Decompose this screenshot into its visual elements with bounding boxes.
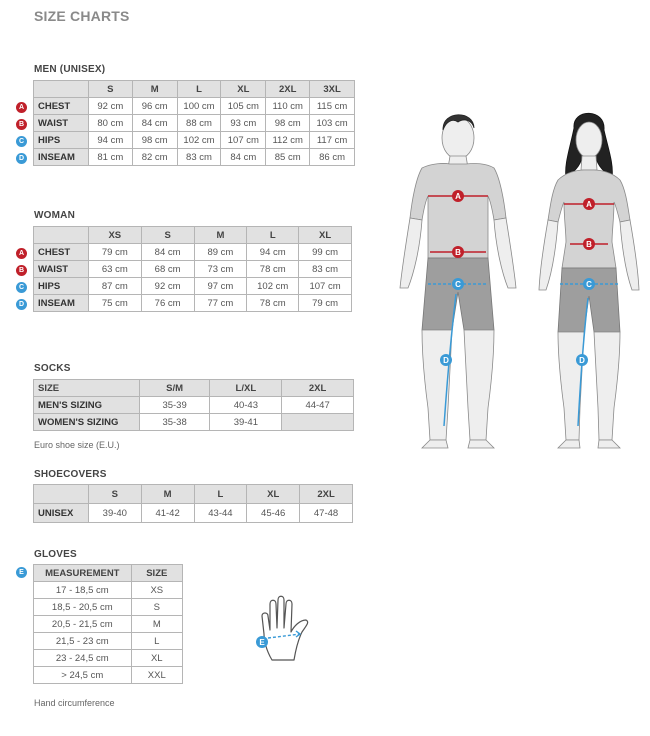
table-cell: 23 - 24,5 cm xyxy=(34,650,132,667)
column-header: L/XL xyxy=(210,380,282,397)
table-cell: 92 cm xyxy=(141,278,194,295)
marker-e-label: E xyxy=(259,638,265,647)
row-label: WOMEN'S SIZING xyxy=(34,414,140,431)
marker-d-badge: D xyxy=(16,153,27,164)
column-header: XL xyxy=(299,227,352,244)
table-cell: 84 cm xyxy=(132,115,177,132)
table-cell: 85 cm xyxy=(266,149,310,166)
marker-e-badge: E xyxy=(16,567,27,578)
row-label: UNISEX xyxy=(34,504,89,523)
row-label: INSEAM xyxy=(34,149,89,166)
table-cell: 47-48 xyxy=(300,504,353,523)
table-cell: 78 cm xyxy=(247,295,299,312)
table-cell: 35-39 xyxy=(139,397,210,414)
marker-b-badge: B xyxy=(16,265,27,276)
table-cell: 107 cm xyxy=(221,132,266,149)
column-header: L xyxy=(247,227,299,244)
socks-section-title: SOCKS xyxy=(34,363,71,374)
table-cell: 21,5 - 23 cm xyxy=(34,633,132,650)
table-cell: XS xyxy=(131,582,182,599)
column-header: XL xyxy=(221,81,266,98)
men-size-table xyxy=(33,80,355,166)
gloves-note: Hand circumference xyxy=(34,698,115,708)
table-cell: 110 cm xyxy=(266,98,310,115)
table-cell: 63 cm xyxy=(88,261,141,278)
table-cell: 44-47 xyxy=(282,397,354,414)
table-cell: 102 cm xyxy=(247,278,299,295)
table-cell: 77 cm xyxy=(194,295,247,312)
table-cell: 83 cm xyxy=(299,261,352,278)
column-header: 2XL xyxy=(266,81,310,98)
column-header: M xyxy=(194,227,247,244)
table-cell: 94 cm xyxy=(247,244,299,261)
table-cell: 98 cm xyxy=(266,115,310,132)
socks-size-table xyxy=(33,379,354,431)
table-row xyxy=(34,667,183,684)
table-cell: 89 cm xyxy=(194,244,247,261)
table-cell: 96 cm xyxy=(132,98,177,115)
marker-a-label: A xyxy=(586,200,592,209)
table-row xyxy=(34,616,183,633)
table-cell: 117 cm xyxy=(310,132,355,149)
table-row xyxy=(34,261,352,278)
table-cell: 35-38 xyxy=(139,414,210,431)
table-cell: > 24,5 cm xyxy=(34,667,132,684)
male-figure-illustration xyxy=(392,108,524,453)
column-header: M xyxy=(141,485,194,504)
column-header: M xyxy=(132,81,177,98)
gloves-section-title: GLOVES xyxy=(34,549,77,560)
column-header: 2XL xyxy=(300,485,353,504)
marker-d-badge: D xyxy=(16,299,27,310)
table-row xyxy=(34,98,355,115)
table-cell: 39-40 xyxy=(88,504,141,523)
men-section-title: MEN (UNISEX) xyxy=(34,64,106,75)
table-cell: 112 cm xyxy=(266,132,310,149)
table-cell: 102 cm xyxy=(177,132,221,149)
row-label: WAIST xyxy=(34,261,89,278)
table-cell: S xyxy=(131,599,182,616)
column-header: L xyxy=(177,81,221,98)
corner-cell xyxy=(34,227,89,244)
table-cell: 81 cm xyxy=(88,149,132,166)
column-header: MEASUREMENT xyxy=(34,565,132,582)
row-label: WAIST xyxy=(34,115,89,132)
table-cell: 105 cm xyxy=(221,98,266,115)
table-cell: 87 cm xyxy=(88,278,141,295)
table-cell: 45-46 xyxy=(247,504,300,523)
row-label: CHEST xyxy=(34,98,89,115)
row-label: HIPS xyxy=(34,132,89,149)
table-header-row xyxy=(34,380,354,397)
marker-c-label: C xyxy=(586,280,592,289)
table-row xyxy=(34,115,355,132)
marker-a-badge: A xyxy=(16,102,27,113)
table-row xyxy=(34,599,183,616)
table-row xyxy=(34,132,355,149)
table-cell: 80 cm xyxy=(88,115,132,132)
table-cell: 107 cm xyxy=(299,278,352,295)
shoecovers-section-title: SHOECOVERS xyxy=(34,469,107,480)
column-header: 3XL xyxy=(310,81,355,98)
column-header: 2XL xyxy=(282,380,354,397)
marker-a-label: A xyxy=(455,192,461,201)
hand-illustration xyxy=(250,594,326,666)
table-row xyxy=(34,149,355,166)
marker-b-label: B xyxy=(455,248,461,257)
table-cell: 88 cm xyxy=(177,115,221,132)
table-cell: 84 cm xyxy=(221,149,266,166)
marker-d-label: D xyxy=(443,356,449,365)
table-row xyxy=(34,244,352,261)
table-cell: 78 cm xyxy=(247,261,299,278)
table-header-row xyxy=(34,485,353,504)
table-cell: L xyxy=(131,633,182,650)
marker-a-badge: A xyxy=(16,248,27,259)
column-header: S/M xyxy=(139,380,210,397)
female-figure-illustration xyxy=(534,108,644,453)
table-row xyxy=(34,397,354,414)
table-cell: XXL xyxy=(131,667,182,684)
column-header: SIZE xyxy=(34,380,140,397)
marker-d-label: D xyxy=(579,356,585,365)
table-cell: 99 cm xyxy=(299,244,352,261)
table-cell xyxy=(282,414,354,431)
table-cell: 76 cm xyxy=(141,295,194,312)
row-label: CHEST xyxy=(34,244,89,261)
table-cell: 83 cm xyxy=(177,149,221,166)
table-row xyxy=(34,504,353,523)
table-row xyxy=(34,278,352,295)
column-header: L xyxy=(194,485,247,504)
marker-c-badge: C xyxy=(16,136,27,147)
woman-section-title: WOMAN xyxy=(34,210,75,221)
column-header: S xyxy=(88,485,141,504)
table-cell: 97 cm xyxy=(194,278,247,295)
column-header: XL xyxy=(247,485,300,504)
table-cell: 79 cm xyxy=(88,244,141,261)
table-header-row xyxy=(34,227,352,244)
table-cell: 20,5 - 21,5 cm xyxy=(34,616,132,633)
row-label: MEN'S SIZING xyxy=(34,397,140,414)
marker-c-badge: C xyxy=(16,282,27,293)
table-cell: XL xyxy=(131,650,182,667)
table-cell: 43-44 xyxy=(194,504,247,523)
table-cell: 39-41 xyxy=(210,414,282,431)
table-cell: 82 cm xyxy=(132,149,177,166)
table-row xyxy=(34,582,183,599)
table-cell: 115 cm xyxy=(310,98,355,115)
table-row xyxy=(34,295,352,312)
table-header-row xyxy=(34,81,355,98)
table-row xyxy=(34,633,183,650)
table-cell: 92 cm xyxy=(88,98,132,115)
marker-c-label: C xyxy=(455,280,461,289)
table-cell: 79 cm xyxy=(299,295,352,312)
table-cell: 75 cm xyxy=(88,295,141,312)
table-cell: 18,5 - 20,5 cm xyxy=(34,599,132,616)
table-cell: 84 cm xyxy=(141,244,194,261)
socks-note: Euro shoe size (E.U.) xyxy=(34,440,120,450)
table-header-row xyxy=(34,565,183,582)
table-cell: 40-43 xyxy=(210,397,282,414)
table-cell: 98 cm xyxy=(132,132,177,149)
row-label: HIPS xyxy=(34,278,89,295)
corner-cell xyxy=(34,485,89,504)
table-cell: 41-42 xyxy=(141,504,194,523)
table-cell: M xyxy=(131,616,182,633)
table-cell: 103 cm xyxy=(310,115,355,132)
corner-cell xyxy=(34,81,89,98)
shoecovers-size-table xyxy=(33,484,353,523)
column-header: S xyxy=(88,81,132,98)
table-cell: 100 cm xyxy=(177,98,221,115)
page-title: SIZE CHARTS xyxy=(34,8,130,24)
marker-b-label: B xyxy=(586,240,592,249)
table-cell: 94 cm xyxy=(88,132,132,149)
row-label: INSEAM xyxy=(34,295,89,312)
column-header: SIZE xyxy=(131,565,182,582)
column-header: S xyxy=(141,227,194,244)
woman-size-table xyxy=(33,226,352,312)
table-cell: 93 cm xyxy=(221,115,266,132)
table-cell: 86 cm xyxy=(310,149,355,166)
table-cell: 68 cm xyxy=(141,261,194,278)
table-cell: 17 - 18,5 cm xyxy=(34,582,132,599)
table-cell: 73 cm xyxy=(194,261,247,278)
table-row xyxy=(34,414,354,431)
column-header: XS xyxy=(88,227,141,244)
table-row xyxy=(34,650,183,667)
gloves-size-table xyxy=(33,564,183,684)
marker-b-badge: B xyxy=(16,119,27,130)
